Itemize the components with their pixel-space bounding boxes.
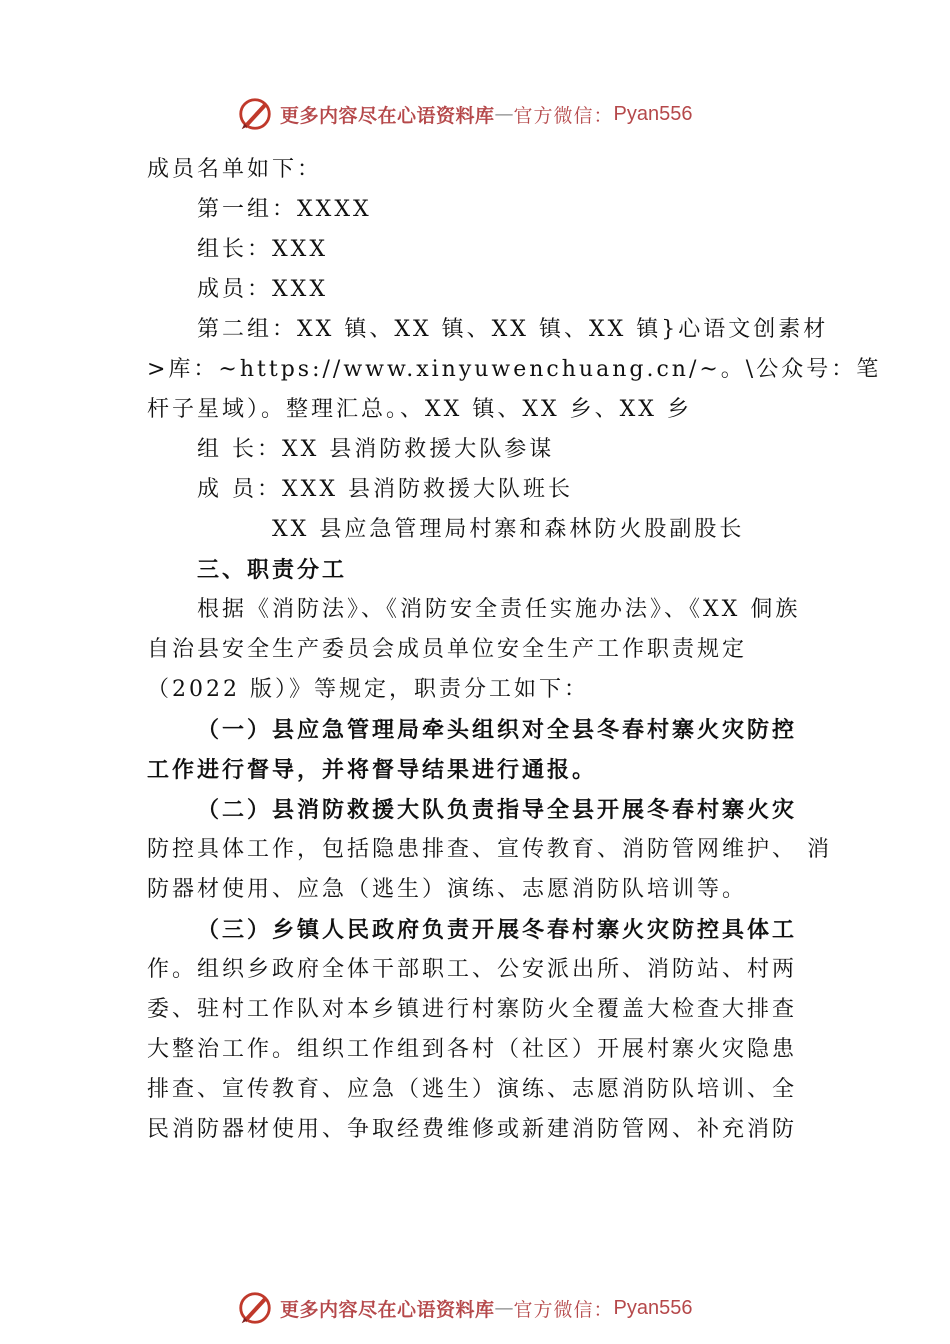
footer-banner	[236, 1288, 756, 1328]
group1-member: 成员：XXX	[197, 277, 328, 302]
group2-member: 成 员：XXX 县消防救援大队班长	[197, 477, 573, 502]
group2-line1: 第二组：XX 镇、XX 镇、XX 镇、XX 镇}心语文创素材	[197, 317, 829, 342]
section3-p1-line1: 根据《消防法》、《消防安全责任实施办法》、《XX 侗族	[197, 597, 801, 622]
section3-p1-line2: 自治县安全生产委员会成员单位安全生产工作职责规定	[147, 637, 748, 662]
group2-member2: XX 县应急管理局村寨和森林防火股副股长	[272, 517, 745, 542]
header-banner	[236, 94, 756, 134]
document-body	[147, 150, 882, 1150]
item3-line4: 大整治工作。组织工作组到各村（社区）开展村寨火灾隐患	[147, 1037, 798, 1062]
item2-line2: 防控具体工作，包括隐患排查、宣传教育、消防管网维护、 消	[147, 837, 832, 862]
members-intro: 成员名单如下：	[147, 157, 323, 182]
pen-logo-icon	[236, 1289, 274, 1327]
banner-wechat-label: 官方微信：	[513, 104, 614, 127]
item1-line1: （一）县应急管理局牵头组织对全县冬春村寨火灾防控	[197, 717, 798, 743]
banner-separator: —	[494, 1297, 514, 1319]
banner-brand: 更多内容尽在心语资料库	[280, 1298, 495, 1321]
banner-separator: —	[494, 103, 514, 125]
item3-line3: 委、驻村工作队对本乡镇进行村寨防火全覆盖大检查大排查	[147, 997, 798, 1022]
group1-title: 第一组：XXXX	[197, 197, 372, 222]
group1-leader: 组长：XXX	[197, 237, 328, 262]
section3-heading: 三、职责分工	[197, 557, 348, 583]
group2-line3: 杆子星域）。整理汇总。、XX 镇、XX 乡、XX 乡	[147, 397, 692, 422]
banner-wechat-id: Pyan556	[613, 102, 693, 125]
group2-leader: 组 长：XX 县消防救援大队参谋	[197, 437, 555, 462]
banner-brand: 更多内容尽在心语资料库	[280, 104, 495, 127]
banner-wechat-label: 官方微信：	[513, 1298, 614, 1321]
item2-line3: 防器材使用、应急（逃生）演练、志愿消防队培训等。	[147, 877, 748, 902]
group2-line2: >库：~https://www.xinyuwenchuang.cn/~。\公众号：笔	[147, 357, 882, 382]
banner-wechat-id: Pyan556	[613, 1296, 693, 1319]
item2-line1: （二）县消防救援大队负责指导全县开展冬春村寨火灾	[197, 797, 798, 823]
item3-line6: 民消防器材使用、争取经费维修或新建消防管网、补充消防	[147, 1117, 798, 1142]
item3-line1: （三）乡镇人民政府负责开展冬春村寨火灾防控具体工	[197, 917, 798, 943]
item1-line2: 工作进行督导，并将督导结果进行通报。	[147, 757, 598, 783]
item3-line5: 排查、宣传教育、应急（逃生）演练、志愿消防队培训、全	[147, 1077, 798, 1102]
item3-line2: 作。组织乡政府全体干部职工、公安派出所、消防站、村两	[147, 957, 798, 982]
pen-logo-icon	[236, 95, 274, 133]
section3-p1-line3: （2022 版）》等规定，职责分工如下：	[147, 677, 589, 702]
